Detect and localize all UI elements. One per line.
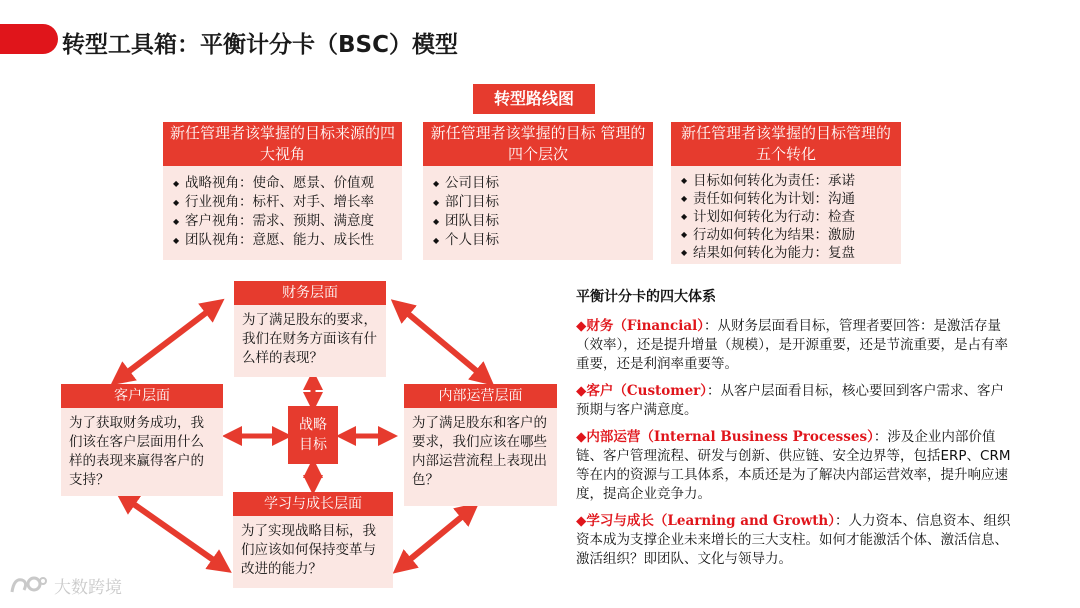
brand-logo	[8, 572, 122, 598]
brand-logo-icon	[8, 572, 48, 598]
customer-heading: 客户层面	[61, 384, 223, 408]
roadmap-title: 转型路线图	[473, 84, 595, 114]
bsc-label: ◆财务（Financial）	[576, 318, 704, 334]
bsc-section-financial	[576, 317, 1016, 374]
list-item: ◆ 结果如何转化为能力：复盘	[681, 244, 895, 262]
bsc-section-internal	[576, 428, 1016, 504]
list-item: ◆ 个人目标	[433, 231, 647, 250]
strategy-goal-line1: 战略	[299, 417, 327, 433]
bsc-label: ◆客户（Customer）	[576, 383, 708, 399]
list-item: ◆ 公司目标	[433, 174, 647, 193]
brand-logo-text: 大数跨境	[54, 577, 122, 598]
corner-arrow-bottom-left	[125, 498, 222, 566]
internal-text: 为了满足股东和客户的要求，我们应该在哪些内部运营流程上表现出色？	[412, 415, 547, 488]
roadmap-card-levels	[423, 122, 653, 260]
bsc-section-customer	[576, 382, 1016, 420]
list-item: ◆ 责任如何转化为计划：沟通	[681, 190, 895, 208]
finance-text: 为了满足股东的要求，我们在财务方面该有什么样的表现？	[242, 312, 377, 366]
finance-box	[234, 281, 386, 377]
roadmap-card-transforms	[671, 122, 901, 264]
corner-arrow-bottom-right	[402, 510, 470, 566]
bsc-section-learning	[576, 512, 1016, 569]
learning-heading: 学习与成长层面	[233, 492, 393, 516]
bsc-text: ：人力资本、信息资本、组织资本成为支撑企业未来增长的三大支柱。如何才能激活个体、激活信息、激活组织？即团队、文化与领导力。	[576, 513, 1011, 567]
bsc-label: ◆学习与成长（Learning and Growth）	[576, 513, 835, 529]
internal-heading: 内部运营层面	[404, 384, 557, 408]
bsc-text: ：从客户层面看目标，核心要回到客户需求、客户预期与客户满意度。	[576, 383, 1005, 418]
list-item: ◆ 计划如何转化为行动：检查	[681, 208, 895, 226]
bsc-description-panel	[576, 288, 1016, 577]
list-item: ◆ 战略视角：使命、愿景、价值观	[173, 174, 396, 193]
card-heading: 新任管理者该掌握的目标来源的四大视角	[163, 122, 402, 166]
internal-box	[404, 384, 557, 506]
card-list	[163, 166, 402, 256]
bsc-text: ：从财务层面看目标，管理者要回答：是激活存量（效率），还是提升增量（规模），是开源重要，还是节流重要，是占有率重要，还是利润率重要等。	[576, 318, 1008, 372]
learning-box	[233, 492, 393, 588]
card-heading: 新任管理者该掌握的目标 管理的四个层次	[423, 122, 653, 166]
page-title: 转型工具箱：平衡计分卡（BSC）模型	[62, 32, 458, 58]
finance-heading: 财务层面	[234, 281, 386, 305]
customer-text: 为了获取财务成功，我们该在客户层面用什么样的表现来赢得客户的支持？	[69, 415, 204, 488]
strategy-goal-box	[288, 406, 338, 464]
roadmap-card-sources	[163, 122, 402, 260]
bsc-text: ：涉及企业内部价值链、客户管理流程、研发与创新、供应链、安全边界等，包括ERP、CRM等在内的资源与工具体系，本质还是为了解决内部运营效率，提升响应速度，提高企业竞争力。	[576, 429, 1011, 502]
card-list	[671, 166, 901, 268]
card-heading: 新任管理者该掌握的目标管理的五个转化	[671, 122, 901, 166]
title-accent-tab	[0, 24, 58, 54]
corner-arrow-top-right	[400, 307, 485, 378]
list-item: ◆ 行业视角：标杆、对手、增长率	[173, 193, 396, 212]
list-item: ◆ 目标如何转化为责任：承诺	[681, 172, 895, 190]
list-item: ◆ 团队视角：意愿、能力、成长性	[173, 231, 396, 250]
card-list	[423, 166, 653, 256]
corner-arrow-top-left	[120, 306, 215, 378]
list-item: ◆ 部门目标	[433, 193, 647, 212]
bsc-label: ◆内部运营（Internal Business Processes）	[576, 429, 874, 445]
customer-box	[61, 384, 223, 496]
learning-text: 为了实现战略目标，我们应该如何保持变革与改进的能力？	[241, 523, 376, 577]
list-item: ◆ 团队目标	[433, 212, 647, 231]
bsc-title: 平衡计分卡的四大体系	[576, 289, 716, 305]
strategy-goal-line2: 目标	[299, 437, 327, 453]
list-item: ◆ 行动如何转化为结果：激励	[681, 226, 895, 244]
list-item: ◆ 客户视角：需求、预期、满意度	[173, 212, 396, 231]
